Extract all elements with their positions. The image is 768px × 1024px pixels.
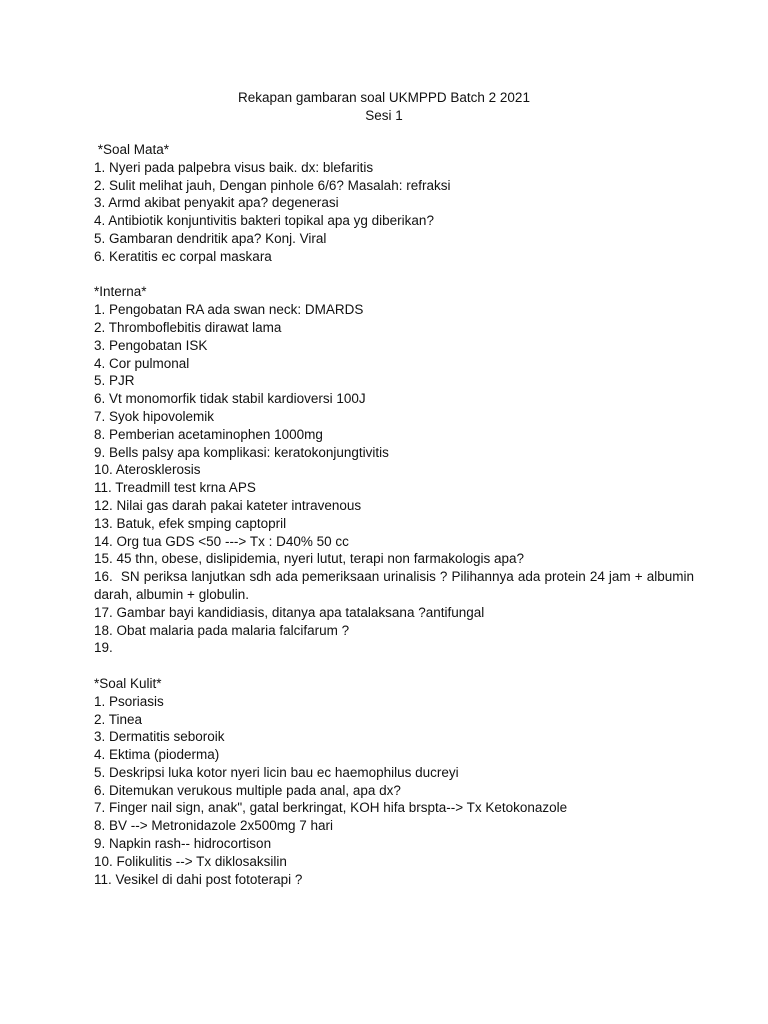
list-item: 4. Cor pulmonal [94,355,190,371]
list-item: 6. Vt monomorfik tidak stabil kardioversi 100J [94,391,366,407]
spacer [94,266,694,284]
list-item: 3. Dermatitis seboroik [94,729,225,745]
list-item: 9. Bells palsy apa komplikasi: keratokonjungtivitis [94,444,389,460]
list-item: 14. Org tua GDS <50 ---> Tx : D40% 50 cc [94,533,349,549]
list-item: 3. Armd akibat penyakit apa? degenerasi [94,195,339,211]
document-body [94,141,698,888]
list-item: 2. Thromboflebitis dirawat lama [94,319,282,335]
spacer [94,657,694,675]
list-item: 12. Nilai gas darah pakai kateter intravenous [94,497,362,513]
document-subtitle: Sesi 1 [365,108,403,123]
list-item: 2. Tinea [94,711,143,727]
list-item: 8. Pemberian acetaminophen 1000mg [94,426,323,442]
list-item: 7. Finger nail sign, anak", gatal berkringat, KOH hifa brspta--> Tx Ketokonazole [94,800,568,816]
list-item: 4. Antibiotik konjuntivitis bakteri topikal apa yg diberikan? [94,213,434,229]
list-item: 1. Nyeri pada palpebra visus baik. dx: blefaritis [94,159,374,175]
list-item: 1. Psoriasis [94,693,164,709]
list-item: 6. Ditemukan verukous multiple pada anal, apa dx? [94,782,401,798]
section-heading: *Soal Mata* [94,142,170,157]
list-item: 3. Pengobatan ISK [94,337,208,353]
list-item: 10. Aterosklerosis [94,462,201,478]
list-item: 19. [94,640,113,656]
section-soal-mata [94,141,694,266]
document-title: Rekapan gambaran soal UKMPPD Batch 2 2021 [238,90,530,105]
list-item: 8. BV --> Metronidazole 2x500mg 7 hari [94,818,333,834]
list-item: 4. Ektima (pioderma) [94,747,220,763]
list-item: 1. Pengobatan RA ada swan neck: DMARDS [94,302,364,318]
list-item: 17. Gambar bayi kandidiasis, ditanya apa tatalaksana ?antifungal [94,604,485,620]
list-item: 9. Napkin rash-- hidrocortison [94,836,272,852]
list-item: 18. Obat malaria pada malaria falcifarum ? [94,622,350,638]
list-item: 11. Vesikel di dahi post fototerapi ? [94,871,303,887]
list-item: 2. Sulit melihat jauh, Dengan pinhole 6/6? Masalah: refraksi [94,177,451,193]
section-interna [94,283,698,657]
section-heading: *Interna* [94,284,147,300]
list-item: 5. PJR [94,373,135,389]
section-soal-kulit [94,675,694,889]
list-item: 11. Treadmill test krna APS [94,480,256,496]
list-item: 5. Deskripsi luka kotor nyeri licin bau ec haemophilus ducreyi [94,764,459,780]
list-item: 6. Keratitis ec corpal maskara [94,248,272,264]
list-item: 10. Folikulitis --> Tx diklosaksilin [94,853,287,869]
list-item: 13. Batuk, efek smping captopril [94,515,287,531]
list-item: 15. 45 thn, obese, dislipidemia, nyeri lutut, terapi non farmakologis apa? [94,551,525,567]
section-heading: *Soal Kulit* [94,675,162,691]
list-item: 5. Gambaran dendritik apa? Konj. Viral [94,230,327,246]
list-item: 7. Syok hipovolemik [94,408,215,424]
list-item: 16. SN periksa lanjutkan sdh ada pemeriksaan urinalisis ? Pilihannya ada protein 24 jam + albumin darah, albumin + globulin. [94,569,698,602]
